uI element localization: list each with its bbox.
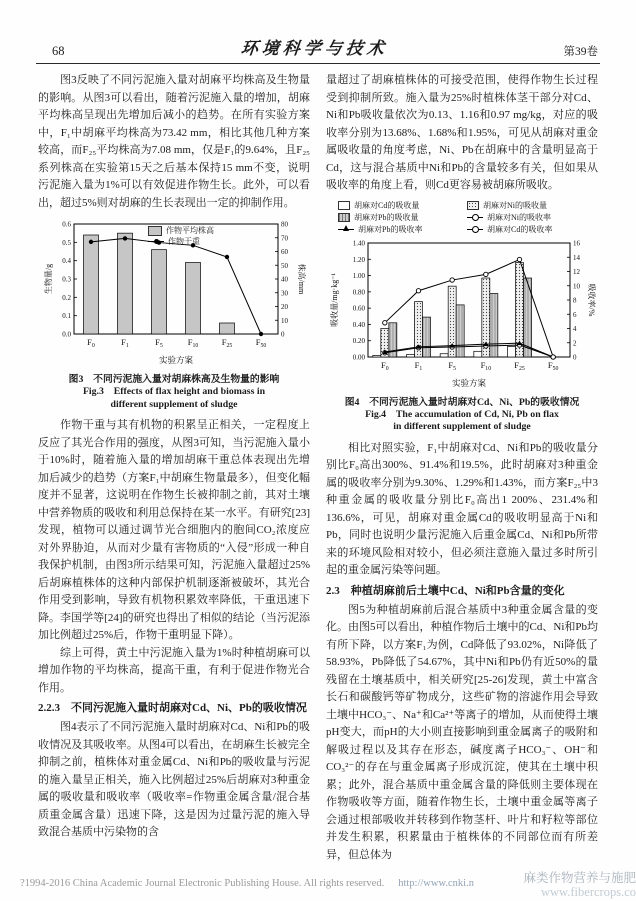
legend-label: 胡麻对Pb的吸收率 xyxy=(358,224,423,234)
svg-text:F25: $F_{25}$ xyxy=(221,337,233,349)
legend-label: 作物平均株高 xyxy=(166,226,214,235)
legend-label: 胡麻对Ni的吸收率 xyxy=(487,212,551,222)
svg-text:F50: $F_{50}$ xyxy=(255,337,267,349)
svg-text:生物量/g: 生物量/g xyxy=(44,263,53,295)
copyright-text: ?1994-2016 China Academic Journal Electronic Publishing House. All rights reserved. xyxy=(20,878,385,889)
right-column xyxy=(326,72,598,864)
figure3-legend xyxy=(148,225,214,247)
svg-text:F10: $F_{10}$ xyxy=(480,359,492,372)
svg-text:70: 70 xyxy=(281,234,288,243)
copyright-footer xyxy=(20,878,474,889)
two-column-body xyxy=(0,72,636,864)
svg-text:20: 20 xyxy=(281,303,288,311)
svg-text:1.20: 1.20 xyxy=(352,255,365,264)
bar-swatch-icon xyxy=(148,226,162,236)
svg-text:12: 12 xyxy=(573,267,580,276)
legend-item xyxy=(338,212,457,223)
svg-text:0.40: 0.40 xyxy=(352,320,365,329)
figure3-caption-en: Fig.3 Effects of flax height and biomass in xyxy=(82,386,266,397)
page-header xyxy=(0,0,636,63)
paragraph: 相比对照实验，F₁中胡麻对Cd、Ni和Pb的吸收量分别比F₀高出300%、91.4%和19.5%，此时胡麻对3种重金属的吸收率分别为9.30%、1.29%和1.43%，而方案F₂₅中3种重金属的吸收量分别比F₀高出1 200%、231.4%和136.6%，可见，胡麻对重金属Cd的吸收明显高于Ni和Pb，同时也说明少量污泥施入后重金属Cd、Ni和Pb所带来的环境风险相对较小，但必须注意施入量过多时所引起的重金属污染等问题。 xyxy=(326,441,598,576)
watermark-url: www.fibercrops.co xyxy=(541,885,636,899)
legend-item xyxy=(467,212,586,223)
svg-text:0.20: 0.20 xyxy=(352,336,365,345)
svg-text:1.00: 1.00 xyxy=(352,271,365,280)
svg-text:0.3: 0.3 xyxy=(62,275,71,284)
svg-text:F10: $F_{10}$ xyxy=(187,337,199,349)
section-heading-2-2-3: 2.2.3 不同污泥施入量时胡麻对Cd、Ni、Pb的吸收情况 xyxy=(38,702,307,714)
svg-text:0.5: 0.5 xyxy=(62,238,71,247)
svg-text:60: 60 xyxy=(281,248,288,256)
svg-text:0.0: 0.0 xyxy=(62,330,71,339)
legend-item xyxy=(467,224,586,235)
page-number: 68 xyxy=(52,44,65,58)
svg-text:0.4: 0.4 xyxy=(62,257,71,266)
legend-item xyxy=(338,200,457,211)
svg-text:0: 0 xyxy=(281,330,285,339)
paragraph: 图3反映了不同污泥施入量对胡麻平均株高及生物量的影响。从图3可以看出，随着污泥施入量的增加，胡麻平均株高呈现出先增加后减小的趋势。在所有实验方案中，F₁中胡麻平均株高为73.42 mm，相比其他几种方案较高，而F₂₅平均株高为7.08 mm，仅是F₁的9.64%，且F₂₅系列株高在实验第15天之后基本保持15 mm不变，说明污泥施入量为1%可以有效促进作物生长。此外，可以看出，超过5%则对胡麻的生长表现出一定的抑制作用。 xyxy=(38,74,310,209)
legend-label: 胡麻对Pb的吸收量 xyxy=(354,212,419,222)
svg-text:1.40: 1.40 xyxy=(352,239,365,247)
watermark xyxy=(523,871,636,899)
bar-swatch-icon xyxy=(338,201,350,210)
paragraph: 图4表示了不同污泥施入量时胡麻对Cd、Ni和Pb的吸收情况及其吸收率。从图4可以看出，在胡麻生长被完全抑制之前，植株体对重金属Cd、Ni和Pb的吸收量与污泥的施入量呈正相关，施入比例超过25%后胡麻对3种重金属的吸收量和吸收率（吸收率=作物重金属含量/混合基质重金属含量）迅速下降，这是因为过量污泥的施入导致混合基质中污染物的含 xyxy=(38,721,310,838)
paragraph: 作物干重与其有机物的积累呈正相关，一定程度上反应了其光合作用的强度，从图3可知，当污泥施入量小于10%时，随着施入量的增加胡麻干重总体表现出先增加后减少的趋势（方案F₁中胡麻生物量最多），但变化幅度并不显著，这说明在作物生长被抑制之前，其对土壤中营养物质的吸收和利用总保持在某一水平。有研究[23]发现，植物可以通过调节光合细胞内的胞间CO₂浓度应对外界胁迫，从而对少量有害物质的“入侵”形成一种自我保护机制，由图3所示结果可知，污泥施入量超过25%后胡麻植株体的这种内部保护机制逐渐被破坏，其光合作用受到影响，导致有机物积累效率降低，干重迅速下降。李国学等[24]的研究也得出了相似的结论（当污泥添加比例超过25%后，作物干重明显下降）。 xyxy=(38,419,310,641)
figure3-caption-zh: 图3 不同污泥施入量对胡麻株高及生物量的影响 xyxy=(68,374,280,385)
figure3-chart-area xyxy=(40,217,308,370)
legend-item xyxy=(467,200,586,211)
header-rule xyxy=(36,63,600,64)
svg-text:吸收率/%: 吸收率/% xyxy=(587,283,596,316)
svg-text:80: 80 xyxy=(281,220,288,229)
line-swatch-icon xyxy=(467,229,483,230)
svg-text:F1: $F_1$ xyxy=(414,359,423,372)
svg-text:F5: $F_5$ xyxy=(448,359,456,372)
svg-text:实验方案: 实验方案 xyxy=(158,355,194,365)
svg-text:F0: $F_0$ xyxy=(381,359,389,372)
figure4-caption-en: Fig.4 The accumulation of Cd, Ni, Pb on flax xyxy=(365,408,559,420)
left-column xyxy=(38,72,310,864)
svg-text:30: 30 xyxy=(281,289,288,298)
svg-text:0.1: 0.1 xyxy=(62,312,71,321)
svg-text:F50: $F_{50}$ xyxy=(547,359,559,372)
svg-text:14: 14 xyxy=(573,253,580,262)
svg-text:F25: $F_{25}$ xyxy=(514,359,525,372)
svg-text:F5: $F_5$ xyxy=(155,337,163,349)
paragraph: 综上可得，黄土中污泥施入量为1%时种植胡麻可以增加作物的平均株高，提高干重，有利于促进作物光合作用。 xyxy=(38,646,310,694)
svg-text:50: 50 xyxy=(281,261,288,270)
line-swatch-icon xyxy=(338,229,354,230)
svg-text:0: 0 xyxy=(573,353,577,361)
paragraph: 量超过了胡麻植株体的可接受范围，使得作物生长过程受到抑制所致。施入量为25%时植株体茎干部分对Cd、Ni和Pb吸收量依次为0.13、1.16和0.97 mg/kg，对应的吸收率分别为13.68%、1.68%和1.95%，可见从胡麻对重金属吸收量的角度考虑，Ni、Pb在胡麻中的含量明显高于Cd，这与混合基质中Ni和Pb的含量较多有关，但如果从吸收率的角度上看，则Cd更容易被胡麻所吸收。 xyxy=(326,74,598,191)
svg-text:16: 16 xyxy=(573,239,580,247)
legend-label: 作物干重 xyxy=(168,237,200,246)
line-swatch-icon xyxy=(148,241,164,242)
figure4-caption-zh: 图4 不同污泥施入量时胡麻对Cd、Ni、Pb的吸收情况 xyxy=(344,396,580,408)
line-swatch-icon xyxy=(467,217,483,218)
legend-label: 胡麻对Cd的吸收率 xyxy=(487,224,553,234)
svg-text:0.80: 0.80 xyxy=(352,287,365,296)
svg-text:实验方案: 实验方案 xyxy=(451,377,487,388)
svg-text:F0: $F_0$ xyxy=(87,337,95,349)
figure4-caption-en: in different supplement of sludge xyxy=(393,421,531,432)
volume-label: 第39卷 xyxy=(563,46,598,58)
legend-label: 胡麻对Ni的吸收量 xyxy=(483,200,547,210)
figure3 xyxy=(38,217,310,411)
bar-swatch-icon xyxy=(467,201,479,210)
figure4-chart-area xyxy=(326,236,598,393)
svg-text:0.60: 0.60 xyxy=(352,304,365,313)
figure3-caption-en: different supplement of sludge xyxy=(110,398,238,410)
svg-text:10: 10 xyxy=(573,281,580,290)
svg-text:40: 40 xyxy=(281,275,288,284)
paragraph: 图5为种植胡麻前后混合基质中3种重金属含量的变化。由图5可以看出，种植作物后土壤中的Cd、Ni和Pb均有所下降，以方案F₁为例，Cd降低了93.02%，Ni降低了58.93%，Pb降低了54.67%，其中Ni和Pb仍有近50%的量残留在土壤基质中，相关研究[25-26]发现，黄土中富含长石和碳酸钙等矿物成分，这些矿物的溶滤作用会导致土壤中HCO₃⁻、Na⁺和Ca²⁺等离子的增加，从而使得土壤pH变大，而pH的大小则直接影响到重金属离子的吸附和解吸过程以及其存在形态，碱度离子HCO₃⁻、OH⁻和CO₃²⁻的存在与重金属离子形成沉淀，使其在土壤中积累；此外，混合基质中重金属含量的降低则主要体现在作物吸收等方面，随着作物生长，土壤中重金属等离子会通过根部吸收并转移到作物茎杆、叶片和籽粒等部位并发生积累，积累量由于植株体的不同部位而有所差异，但总体为 xyxy=(326,603,598,861)
legend-item xyxy=(148,236,214,247)
svg-text:株高/mm: 株高/mm xyxy=(297,263,306,295)
svg-text:8: 8 xyxy=(573,296,577,304)
svg-text:吸收量/mg·kg⁻¹: 吸收量/mg·kg⁻¹ xyxy=(330,272,339,327)
svg-text:F1: $F_1$ xyxy=(121,337,129,349)
svg-text:0.2: 0.2 xyxy=(62,293,71,302)
legend-item xyxy=(338,224,457,235)
watermark-text: 麻类作物营养与施肥 xyxy=(523,871,636,885)
section-heading-2-3: 2.3 种植胡麻前后土壤中Cd、Ni和Pb含量的变化 xyxy=(326,584,565,597)
svg-text:10: 10 xyxy=(281,316,288,325)
legend-label: 胡麻对Cd的吸收量 xyxy=(354,200,420,210)
cnki-url: http://www.cnki.n xyxy=(398,878,474,889)
bar-swatch-icon xyxy=(338,213,350,222)
svg-text:2: 2 xyxy=(573,338,577,347)
svg-text:6: 6 xyxy=(573,310,577,319)
figure4 xyxy=(326,200,598,434)
svg-text:4: 4 xyxy=(573,324,577,333)
svg-text:0.6: 0.6 xyxy=(62,220,71,229)
journal-title: 环境科学与技术 xyxy=(239,39,389,58)
svg-text:0.00: 0.00 xyxy=(352,353,365,361)
figure4-plot xyxy=(326,236,598,388)
figure4-legend xyxy=(338,200,586,235)
legend-item xyxy=(148,225,214,236)
